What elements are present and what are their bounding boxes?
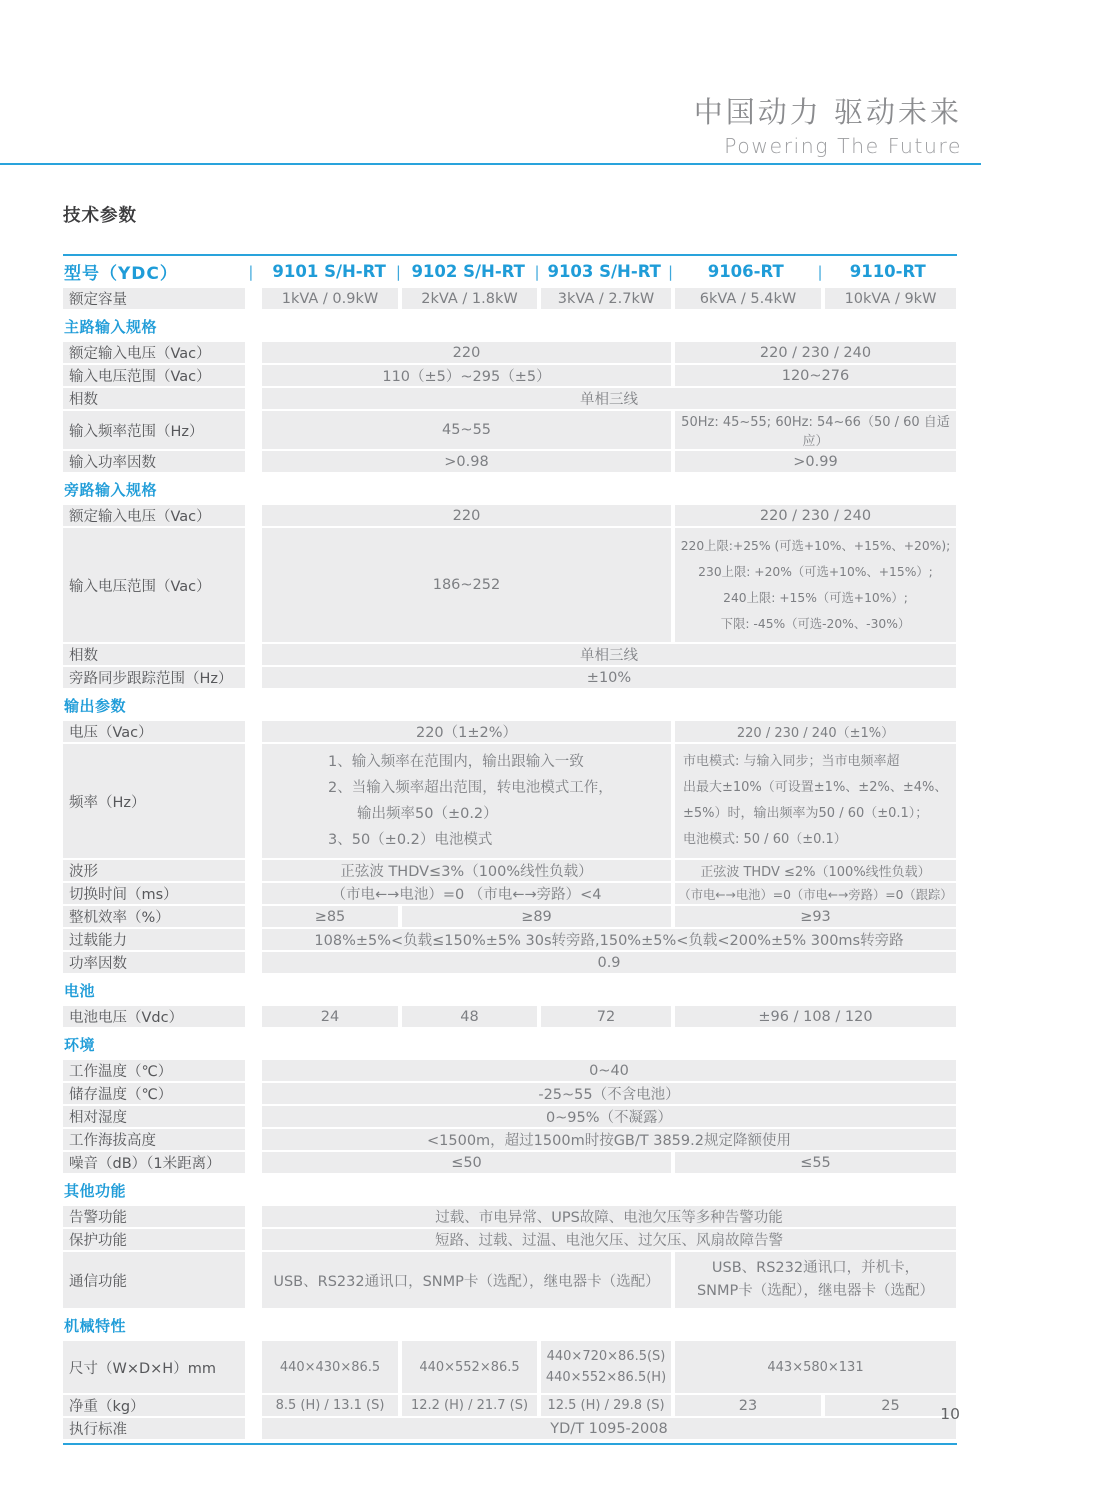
spec-cell: 0~40 <box>262 1060 956 1081</box>
row-label: 额定输入电压（Vac） <box>63 505 245 526</box>
value-line: ±5%）时，输出频率为50 / 60（±0.1）； <box>683 806 929 821</box>
page-title: 技术参数 <box>63 206 137 226</box>
row-label: 旁路同步跟踪范围（Hz） <box>63 667 245 688</box>
model-header-row <box>63 257 957 286</box>
spec-cell: 24 <box>262 1006 398 1027</box>
row-label: 频率（Hz） <box>63 744 245 858</box>
value-line: 市电模式: 与输入同步；当市电频率超 <box>683 754 900 769</box>
spec-cell: 440×430×86.5 <box>262 1341 398 1393</box>
spec-cell: 0~95%（不凝露） <box>262 1106 956 1127</box>
row-label: 输入电压范围（Vac） <box>63 528 245 642</box>
spec-cell: ≤55 <box>675 1152 956 1173</box>
spec-row <box>63 411 957 449</box>
spec-row <box>63 1418 957 1439</box>
value-line: 出最大±10%（可设置±1%、±2%、±4%、 <box>683 780 948 795</box>
spec-cell: 25 <box>825 1395 956 1416</box>
spec-cell <box>541 1341 671 1393</box>
value-line: 440×720×86.5(S) <box>546 1349 666 1364</box>
spec-row <box>63 1006 957 1027</box>
spec-row <box>63 1252 957 1308</box>
section-header: 环境 <box>63 1029 957 1058</box>
row-label: 工作温度（℃） <box>63 1060 245 1081</box>
row-label: 输入电压范围（Vac） <box>63 365 245 386</box>
spec-cell: 50Hz: 45~55; 60Hz: 54~66（50 / 60 自适应） <box>675 411 956 449</box>
section-header: 主路输入规格 <box>63 311 957 340</box>
value-line: 电池模式: 50 / 60（±0.1） <box>683 832 847 847</box>
spec-cell: 220 / 230 / 240 <box>675 342 956 363</box>
multiline-value <box>328 749 613 853</box>
model-column-header <box>534 262 669 281</box>
spec-row <box>63 505 957 526</box>
row-label: 净重（kg） <box>63 1395 245 1416</box>
spec-cell: 短路、过载、过温、电池欠压、过欠压、风扇故障告警 <box>262 1229 956 1250</box>
spec-cell: >0.98 <box>262 451 671 472</box>
row-label: 执行标准 <box>63 1418 245 1439</box>
spec-cell: （市电←→电池）=0（市电←→旁路）=0（跟踪） <box>675 883 956 904</box>
spec-cell: 10kVA / 9kW <box>825 288 956 309</box>
row-label: 过载能力 <box>63 929 245 950</box>
spec-cell: 110（±5）~295（±5） <box>262 365 671 386</box>
model-name: 9103 S/H-RT <box>547 262 661 281</box>
spec-cell: ±96 / 108 / 120 <box>675 1006 956 1027</box>
section-header: 输出参数 <box>63 690 957 719</box>
spec-row <box>63 906 957 927</box>
spec-row <box>63 1341 957 1393</box>
row-label: 告警功能 <box>63 1206 245 1227</box>
model-header-label: 型号（YDC） <box>64 264 178 284</box>
spec-table <box>63 254 957 1445</box>
spec-cell: 443×580×131 <box>675 1341 956 1393</box>
spec-cell: USB、RS232通讯口，SNMP卡（选配），继电器卡（选配） <box>262 1252 671 1308</box>
spec-row <box>63 721 957 742</box>
spec-cell: 220（1±2%） <box>262 721 671 742</box>
separator-bar: | <box>534 263 540 281</box>
spec-cell <box>262 744 671 858</box>
section-header: 电池 <box>63 975 957 1004</box>
separator-bar: | <box>248 263 254 281</box>
header-divider-line <box>0 163 981 165</box>
row-label: 额定输入电压（Vac） <box>63 342 245 363</box>
spec-cell: 72 <box>541 1006 671 1027</box>
spec-cell: ≥93 <box>675 906 956 927</box>
row-label: 相数 <box>63 644 245 665</box>
model-name: 9110-RT <box>849 262 926 281</box>
spec-cell: ≥89 <box>402 906 671 927</box>
row-label: 相对湿度 <box>63 1106 245 1127</box>
spec-cell: 单相三线 <box>262 388 956 409</box>
spec-cell: 8.5 (H) / 13.1 (S) <box>262 1395 398 1416</box>
value-line: USB、RS232通讯口，并机卡， <box>711 1260 920 1276</box>
spec-cell: 3kVA / 2.7kW <box>541 288 671 309</box>
spec-cell: 2kVA / 1.8kW <box>402 288 537 309</box>
spec-cell <box>675 528 956 642</box>
spec-cell: YD/T 1095-2008 <box>262 1418 956 1439</box>
spec-cell: 单相三线 <box>262 644 956 665</box>
spec-rows <box>63 288 957 1439</box>
model-column-header <box>248 262 397 281</box>
spec-row <box>63 288 957 309</box>
row-label: 额定容量 <box>63 288 245 309</box>
row-label: 输入频率范围（Hz） <box>63 411 245 449</box>
model-column-header <box>817 262 953 281</box>
spec-row <box>63 644 957 665</box>
spec-row <box>63 1206 957 1227</box>
spec-row <box>63 365 957 386</box>
spec-row <box>63 860 957 881</box>
brand-title: 中国动力 驱动未来 <box>693 95 962 129</box>
separator-bar: | <box>667 263 674 281</box>
spec-cell: 正弦波 THDV ≤2%（100%线性负载） <box>675 860 956 881</box>
spec-cell <box>675 1252 956 1308</box>
spec-cell: 48 <box>402 1006 537 1027</box>
spec-row <box>63 744 957 858</box>
spec-row <box>63 451 957 472</box>
separator-bar: | <box>395 263 401 281</box>
row-label: 储存温度（℃） <box>63 1083 245 1104</box>
spec-row <box>63 667 957 688</box>
spec-row <box>63 1083 957 1104</box>
spec-row <box>63 1229 957 1250</box>
value-line: 220上限:+25% (可选+10%、+15%、+20%); <box>680 539 951 553</box>
spec-row <box>63 929 957 950</box>
spec-cell: ±10% <box>262 667 956 688</box>
spec-row <box>63 883 957 904</box>
spec-cell: ≥85 <box>262 906 398 927</box>
spec-cell: <1500m，超过1500m时按GB/T 3859.2规定降额使用 <box>262 1129 956 1150</box>
row-label: 功率因数 <box>63 952 245 973</box>
row-label: 波形 <box>63 860 245 881</box>
model-name: 9101 S/H-RT <box>272 262 386 281</box>
spec-row <box>63 1106 957 1127</box>
row-label: 整机效率（%） <box>63 906 245 927</box>
spec-cell: 23 <box>675 1395 821 1416</box>
spec-cell: 正弦波 THDV≤3%（100%线性负载） <box>262 860 671 881</box>
spec-cell: 186~252 <box>262 528 671 642</box>
spec-cell: >0.99 <box>675 451 956 472</box>
value-line: 下限: -45%（可选-20%、-30%） <box>720 617 911 631</box>
brand-subtitle: Powering The Future <box>724 134 962 158</box>
spec-row <box>63 528 957 642</box>
value-line: 输出频率50（±0.2） <box>328 806 498 822</box>
spec-row <box>63 1129 957 1150</box>
row-label: 切换时间（ms） <box>63 883 245 904</box>
section-header: 旁路输入规格 <box>63 474 957 503</box>
multiline-value <box>683 749 947 853</box>
spec-row <box>63 1060 957 1081</box>
spec-cell: 0.9 <box>262 952 956 973</box>
multiline-value <box>546 1346 666 1388</box>
value-line: 1、输入频率在范围内，输出跟输入一致 <box>328 754 584 770</box>
row-label: 通信功能 <box>63 1252 245 1308</box>
spec-cell: 440×552×86.5 <box>402 1341 537 1393</box>
spec-cell: 6kVA / 5.4kW <box>675 288 821 309</box>
brand-block <box>694 90 962 158</box>
spec-cell: 12.2 (H) / 21.7 (S) <box>402 1395 537 1416</box>
spec-cell: -25~55（不含电池） <box>262 1083 956 1104</box>
model-name: 9106-RT <box>707 262 784 281</box>
separator-bar: | <box>817 263 823 281</box>
spec-cell: ≤50 <box>262 1152 671 1173</box>
value-line: 440×552×86.5(H) <box>545 1370 667 1385</box>
spec-cell: 过载、市电异常、UPS故障、电池欠压等多种告警功能 <box>262 1206 956 1227</box>
spec-cell: 45~55 <box>262 411 671 449</box>
row-label: 电压（Vac） <box>63 721 245 742</box>
spec-row <box>63 1152 957 1173</box>
row-label: 噪音（dB）（1米距离） <box>63 1152 245 1173</box>
model-column-header <box>667 262 818 281</box>
row-label: 输入功率因数 <box>63 451 245 472</box>
model-column-header <box>395 262 536 281</box>
value-line: 3、50（±0.2）电池模式 <box>328 832 493 848</box>
spec-row <box>63 388 957 409</box>
multiline-value <box>697 1257 934 1303</box>
row-label: 电池电压（Vdc） <box>63 1006 245 1027</box>
row-label: 相数 <box>63 388 245 409</box>
value-line: 2、当输入频率超出范围，转电池模式工作， <box>328 780 613 796</box>
spec-cell: 108%±5%<负载≤150%±5% 30s转旁路,150%±5%<负载<200%±5% 300ms转旁路 <box>262 929 956 950</box>
value-line: 230上限: +20%（可选+10%、+15%）; <box>698 565 933 579</box>
section-header: 机械特性 <box>63 1310 957 1339</box>
spec-cell: （市电←→电池）=0 （市电←→旁路）<4 <box>262 883 671 904</box>
row-label: 尺寸（W×D×H）mm <box>63 1341 245 1393</box>
row-label: 保护功能 <box>63 1229 245 1250</box>
row-label: 工作海拔高度 <box>63 1129 245 1150</box>
multiline-value <box>681 533 951 637</box>
section-header: 其他功能 <box>63 1175 957 1204</box>
spec-row <box>63 342 957 363</box>
spec-cell: 220 <box>262 505 671 526</box>
spec-cell: 12.5 (H) / 29.8 (S) <box>541 1395 671 1416</box>
spec-row <box>63 952 957 973</box>
spec-row <box>63 1395 957 1416</box>
spec-cell: 220 <box>262 342 671 363</box>
spec-cell: 220 / 230 / 240（±1%） <box>675 721 956 742</box>
model-name: 9102 S/H-RT <box>411 262 525 281</box>
spec-cell: 120~276 <box>675 365 956 386</box>
value-line: 240上限: +15%（可选+10%）; <box>723 591 908 605</box>
spec-cell <box>675 744 956 858</box>
spec-cell: 220 / 230 / 240 <box>675 505 956 526</box>
value-line: SNMP卡（选配），继电器卡（选配） <box>696 1283 935 1299</box>
spec-cell: 1kVA / 0.9kW <box>262 288 398 309</box>
page-number: 10 <box>940 1405 960 1423</box>
